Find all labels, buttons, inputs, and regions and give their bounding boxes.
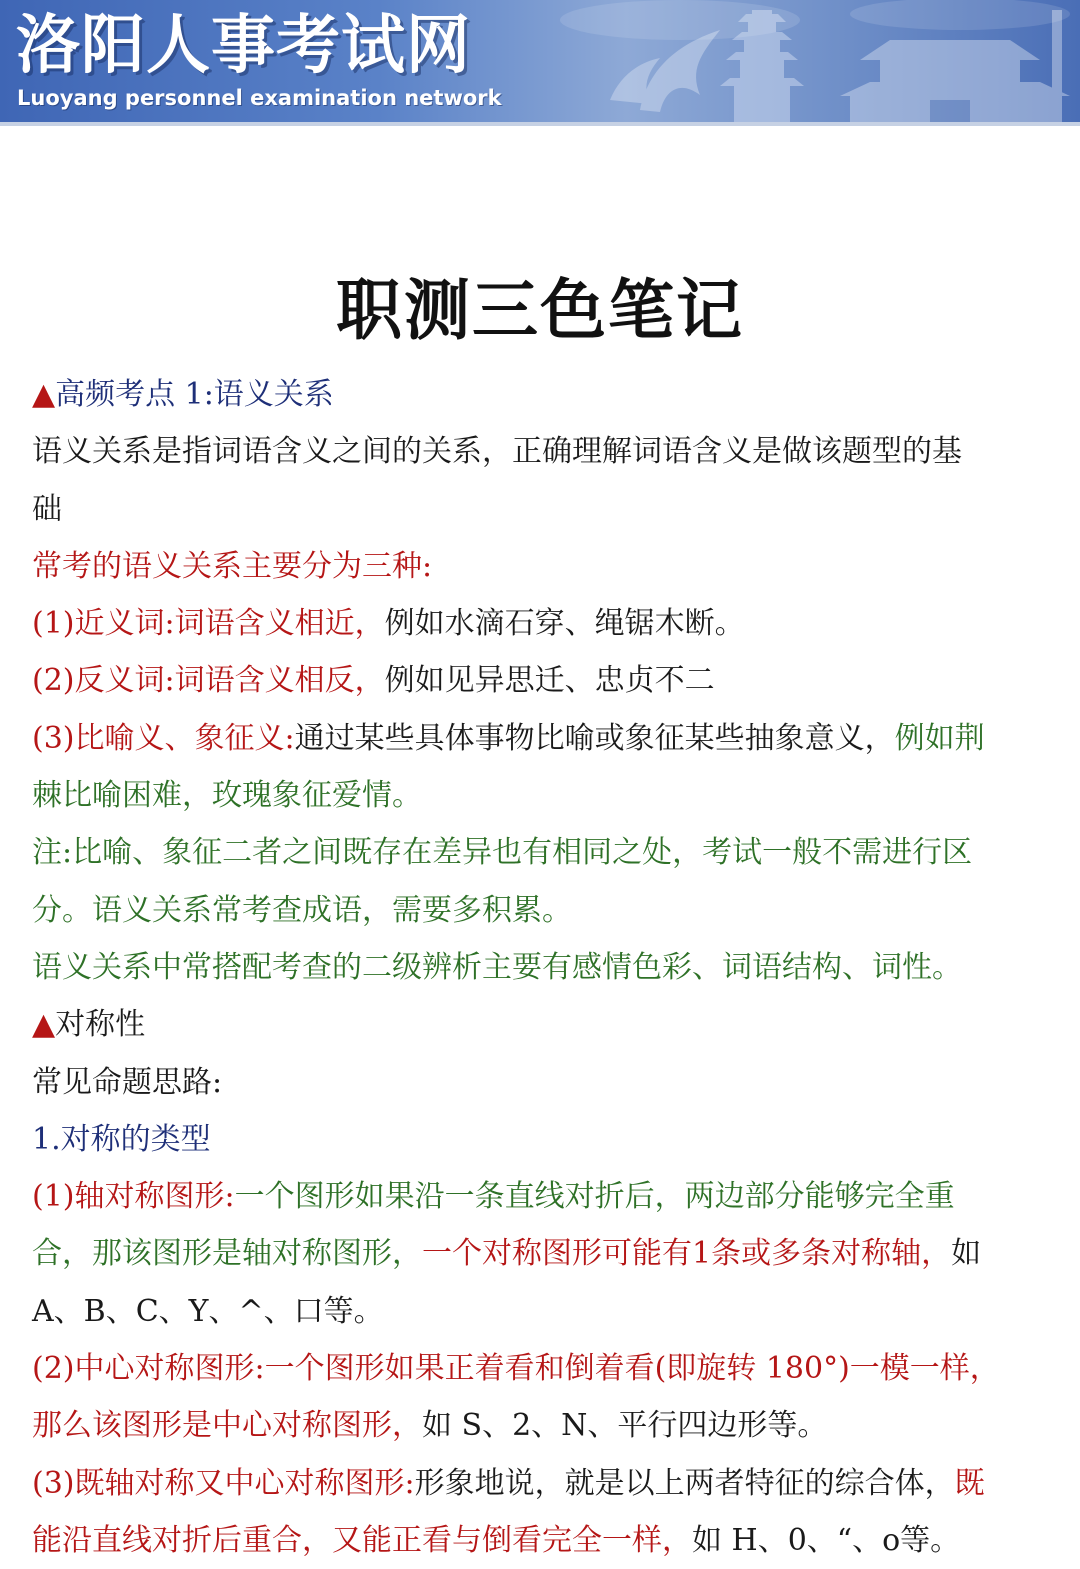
note-line <box>32 1054 1048 1111</box>
note-text-segment: (3)比喻义、象征义: <box>32 720 295 756</box>
note-text-segment: 例如荆 <box>894 720 985 756</box>
note-text-segment: 棘比喻困难，玫瑰象征爱情。 <box>32 778 422 814</box>
note-line <box>32 1340 1048 1397</box>
site-logo-title: 洛阳人事考试网 <box>16 9 471 83</box>
note-text-segment: 分。语义关系常考查成语，需要多积累。 <box>32 892 572 928</box>
note-text-segment: 如 <box>951 1236 982 1272</box>
note-text-segment: 既 <box>954 1465 985 1501</box>
note-text-segment: 高频考点 1:语义关系 <box>55 377 334 412</box>
note-line <box>32 882 1048 939</box>
triangle-bullet-icon: ▲ <box>32 377 56 412</box>
note-text-segment: 一个图形如果沿一条直线对折后，两边部分能够完全重 <box>234 1179 955 1215</box>
site-logo-subtitle: Luoyang personnel examination network <box>17 86 502 110</box>
note-text-segment: A、B、C、Y、^、口等。 <box>32 1293 384 1329</box>
note-line <box>32 996 1048 1053</box>
notes-body <box>0 354 1080 1569</box>
note-text-segment: 础 <box>32 491 62 527</box>
note-line <box>32 824 1048 881</box>
document-title: 职测三色笔记 <box>336 271 744 349</box>
note-line <box>32 652 1048 709</box>
site-banner <box>0 0 1080 126</box>
note-text-segment: (1)轴对称图形: <box>32 1179 235 1215</box>
note-text-segment: 1.对称的类型 <box>32 1121 211 1157</box>
note-text-segment: 一个对称图形可能有1条或多条对称轴， <box>422 1236 952 1272</box>
note-text-segment: 常见命题思路: <box>32 1064 223 1100</box>
note-line <box>32 1283 1048 1340</box>
note-line <box>32 1225 1048 1282</box>
note-line <box>32 481 1048 538</box>
note-text-segment: 对称性 <box>55 1007 146 1043</box>
note-text-segment: (1)近义词:词语含义相近， <box>32 606 385 642</box>
note-text-segment: 能沿直线对折后重合，又能正看与倒看完全一样， <box>32 1522 692 1558</box>
note-text-segment: 例如见异思迁、忠贞不二 <box>384 663 715 699</box>
note-line <box>32 1111 1048 1168</box>
note-line <box>32 538 1048 595</box>
note-line <box>32 423 1048 480</box>
note-text-segment: 如 H、0、“、o等。 <box>692 1522 961 1558</box>
note-text-segment: 语义关系是指词语含义之间的关系，正确理解词语含义是做该题型的基 <box>32 434 962 470</box>
note-text-segment: 通过某些具体事物比喻或象征某些抽象意义， <box>294 720 895 756</box>
note-text-segment: 合，那该图形是轴对称图形， <box>32 1236 422 1272</box>
note-line <box>32 1455 1048 1512</box>
note-line <box>32 1168 1048 1225</box>
note-text-segment: 常考的语义关系主要分为三种: <box>32 548 433 584</box>
triangle-bullet-icon: ▲ <box>32 1007 56 1043</box>
note-text-segment: (2)反义词:词语含义相反， <box>32 663 385 699</box>
note-text-segment: (2)中心对称图形:一个图形如果正着看和倒着看(即旋转 180°)一模一样， <box>32 1351 1000 1387</box>
note-text-segment: (3)既轴对称又中心对称图形: <box>32 1465 415 1501</box>
note-text-segment: 那么该图形是中心对称图形， <box>32 1408 422 1444</box>
note-line <box>32 710 1048 767</box>
note-line <box>32 595 1048 652</box>
note-line <box>32 1397 1048 1454</box>
note-text-segment: 注:比喻、象征二者之间既存在差异也有相同之处，考试一般不需进行区 <box>32 835 973 871</box>
note-text-segment: 如 S、2、N、平行四边形等。 <box>422 1408 828 1444</box>
note-line <box>32 767 1048 824</box>
note-line <box>32 939 1048 996</box>
note-text-segment: 形象地说，就是以上两者特征的综合体， <box>414 1465 955 1501</box>
note-text-segment: 语义关系中常搭配考查的二级辨析主要有感情色彩、词语结构、词性。 <box>32 949 962 985</box>
note-line <box>32 366 1048 423</box>
note-line <box>32 1512 1048 1569</box>
note-text-segment: 例如水滴石穿、绳锯木断。 <box>384 606 745 642</box>
